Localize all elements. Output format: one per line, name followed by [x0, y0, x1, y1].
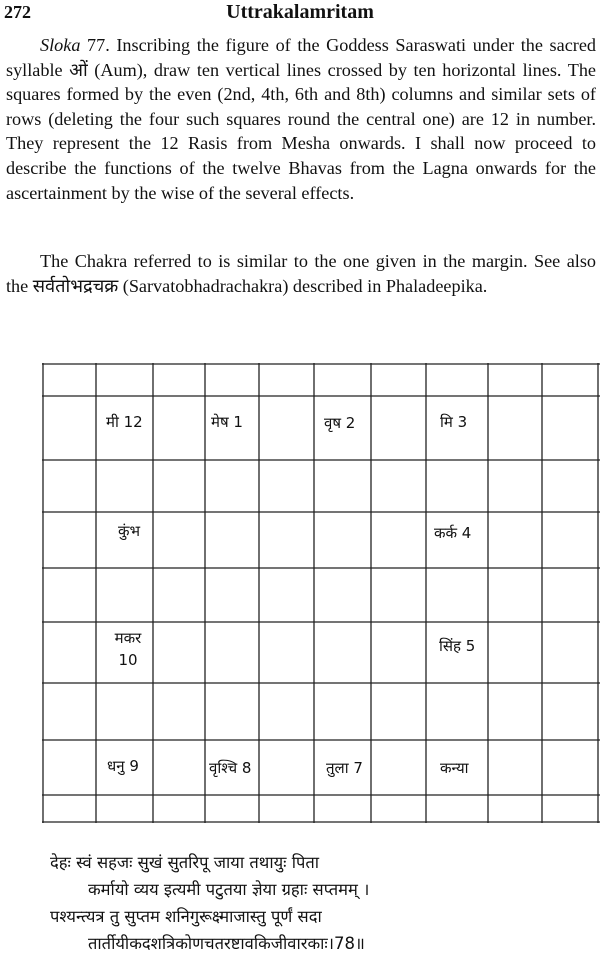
cell-vrischika: वृश्चि 8: [209, 759, 252, 777]
cell-meena: मी 12: [106, 413, 143, 431]
running-title: Uttrakalamritam: [226, 1, 374, 23]
cell-mesha: मेष 1: [211, 413, 243, 431]
cell-dhanu: धनु 9: [107, 757, 139, 775]
chakra-note-text: The Chakra referred to is similar to the one given in the margin. See also the सर्वतोभद्रचक्र (Sarvatobhadrachakra) described in Phaladeepika.: [6, 251, 596, 296]
cell-mithuna: मि 3: [440, 413, 468, 431]
cell-simha: सिंह 5: [439, 637, 476, 655]
cell-kumbha: कुंभ: [118, 522, 141, 540]
chakra-note-paragraph: [6, 249, 596, 298]
sarvatobhadra-chakra-grid: [42, 363, 600, 823]
chakra-grid-lines: [42, 363, 600, 823]
sanskrit-verse: [50, 849, 590, 957]
page-header: [2, 0, 598, 24]
verse-line-3: पश्यन्त्यत्र तु सुप्तम शनिगुरूक्ष्माजास्तु पूर्णं सदा: [50, 907, 322, 926]
sloka-text: 77. Inscribing the figure of the Goddess Saraswati under the sacred syllable ओं (Aum), draw ten vertical lines crossed by ten horizontal lines. The squares formed by the even (2nd, 4th, 6th and 8th) columns and similar sets of rows (deleting the four such squares round the central one) are 12 in number. They represent the 12 Rasis from Mesha onwards. I shall now proceed to describe the functions of the twelve Bhavas from the Lagna onwards for the ascertainment by the wise of the several effects.: [6, 35, 596, 203]
cell-tula: तुला 7: [326, 759, 363, 777]
sloka-paragraph: [6, 33, 596, 205]
cell-karka: कर्क 4: [434, 524, 472, 542]
verse-line-1: देहः स्वं सहजः सुखं सुतरिपू जाया तथायुः पिता: [50, 853, 320, 872]
verse-line-4: तार्तीयीकदशत्रिकोणचतरष्टावकिजीवारकाः।78॥: [88, 934, 365, 953]
cell-makara-number: 10: [118, 651, 138, 669]
cell-makara-name: मकर: [114, 629, 142, 647]
cell-makara: [108, 627, 148, 671]
cell-kanya: कन्या: [440, 759, 469, 777]
verse-line-2: कर्मायो व्यय इत्यमी पटुतया ज्ञेया ग्रहाः सप्तमम् ।: [88, 880, 370, 899]
cell-vrisha: वृष 2: [324, 414, 356, 432]
sloka-label: Sloka: [40, 35, 81, 55]
page-number: 272: [4, 2, 31, 22]
